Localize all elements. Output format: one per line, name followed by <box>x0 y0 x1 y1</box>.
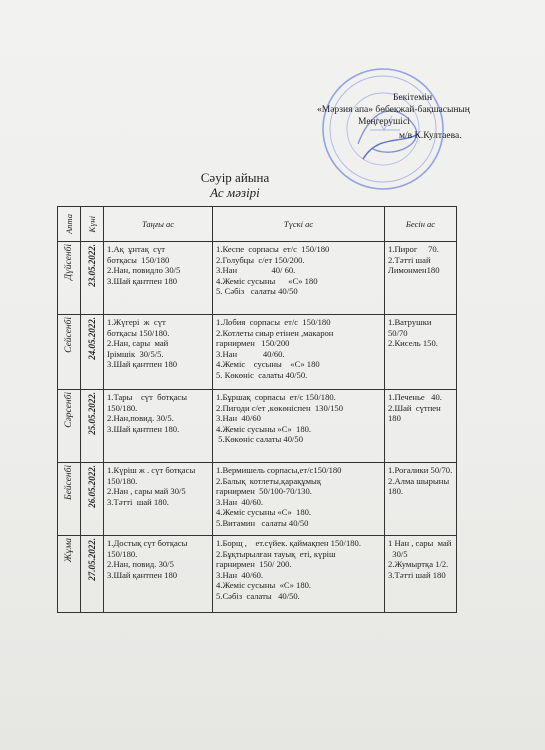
menu-item: 1.Ақ ұнтақ сүт <box>107 244 166 254</box>
menu-item: гарнирмен 150/200 <box>216 338 290 349</box>
menu-item: 3.Шай қантпен 180 <box>107 569 178 580</box>
menu-item: 30/5 <box>388 548 408 559</box>
menu-item: 1.Лобия сорпасы ет/с 150/180 <box>216 317 331 327</box>
date-cell: 25.05.2022. <box>81 390 104 463</box>
day-cell: Бейсенбі <box>58 463 81 536</box>
table-header-row <box>58 207 457 242</box>
menu-item: 3.Нан 40/60. <box>216 569 264 580</box>
menu-table <box>57 206 457 613</box>
menu-item: 3.Нан 40/ 60. <box>216 265 296 276</box>
date-cell: 24.05.2022. <box>81 315 104 390</box>
menu-item: 1.Печенье 40. <box>388 392 442 402</box>
menu-item: 1.Ватрушки <box>388 317 432 327</box>
menu-item: 1.Кеспе сорпасы ет/с 150/180 <box>216 244 330 254</box>
menu-item: 2.Пигоди с/ет ,көкөніспен 130/150 <box>216 402 344 413</box>
menu-item: 4.Жеміс сусыны «С» 180. <box>216 580 312 591</box>
menu-item: 2.Алма шырыны <box>388 475 450 486</box>
header-week: Апта <box>58 207 81 242</box>
page-title <box>0 170 470 200</box>
menu-item: гарнирмен 150/ 200. <box>216 559 292 570</box>
menu-item: 3.Шай қантпен 180. <box>107 423 180 434</box>
table-row <box>58 390 457 463</box>
menu-item: 5.Көкөніс салаты 40/50 <box>216 434 303 445</box>
menu-item: 1 Нан , сары май <box>388 538 452 548</box>
breakfast-cell <box>104 242 213 315</box>
menu-item: Лимонмен180 <box>388 265 440 276</box>
day-cell: Сейсенбі <box>58 315 81 390</box>
menu-item: 2.Нан, повидло 30/5 <box>107 265 181 276</box>
title-month: Сәуір айына <box>200 170 270 185</box>
menu-item: 1.Достық сүт ботқасы <box>107 538 188 548</box>
menu-item: 4.Жеміс сусыны «С» 180 <box>216 359 320 370</box>
snack-cell <box>385 463 457 536</box>
menu-item: 3.Шай қантпен 180 <box>107 359 178 370</box>
menu-item: 2.Нан, повид. 30/5 <box>107 559 174 570</box>
breakfast-cell <box>104 315 213 390</box>
menu-item: 3.Шай қантпен 180 <box>107 275 178 286</box>
menu-item: 5.Витамин салаты 40/50 <box>216 517 309 528</box>
snack-cell <box>385 242 457 315</box>
snack-cell <box>385 315 457 390</box>
menu-item: 2.Нан , сары май 30/5 <box>107 486 186 497</box>
date-cell: 23.05.2022. <box>81 242 104 315</box>
menu-item: 2.Нан, сары май <box>107 338 169 349</box>
approval-signatory: м/в К.Култаева. <box>399 131 462 141</box>
header-date: Күні <box>81 207 104 242</box>
breakfast-cell <box>104 463 213 536</box>
day-cell: Жұма <box>58 536 81 613</box>
menu-item: 5. Сәбіз салаты 40/50 <box>216 286 298 297</box>
menu-item: 3.Нан 40/60 <box>216 413 261 424</box>
table-row <box>58 315 457 390</box>
lunch-cell <box>213 536 385 613</box>
breakfast-cell <box>104 390 213 463</box>
menu-item: 5.Сәбіз салаты 40/50. <box>216 590 300 601</box>
menu-item: 2.Тәтті шай <box>388 254 431 265</box>
menu-item: 3.Нан 40/60. <box>216 348 285 359</box>
menu-item: 1.Рогалики 50/70. <box>388 465 453 475</box>
menu-item: 1.Бұршақ сорпасы ет/с 150/180. <box>216 392 336 402</box>
day-cell: Сәрсенбі <box>58 390 81 463</box>
menu-item: 3.Тәтті шай 180 <box>388 569 446 580</box>
menu-item: 2.Шай сүтпен <box>388 402 441 413</box>
menu-item: 2.Голубцы с/ет 150/200. <box>216 254 305 265</box>
menu-item: 2.Жумыртқа 1/2. <box>388 559 449 570</box>
menu-item: Ірімшік 30/5/5. <box>107 348 164 359</box>
menu-item: 2.Котлеты сиыр етінен ,макарон <box>216 327 334 338</box>
approval-title: Бекітемін <box>393 93 433 103</box>
menu-item: 180. <box>388 486 404 497</box>
menu-item: 4.Жеміс сусыны «С» 180 <box>216 275 318 286</box>
menu-item: 50/70 <box>388 327 408 338</box>
menu-item: 2.Балық котлеты,қарақұмық <box>216 475 322 486</box>
date-cell: 27.05.2022. <box>81 536 104 613</box>
menu-item: 1.Тары сүт ботқасы <box>107 392 188 402</box>
approval-position: Меңгерушісі <box>358 117 410 127</box>
menu-item: 180 <box>388 413 401 424</box>
title-menu: Ас мәзірі <box>210 185 260 200</box>
breakfast-cell <box>104 536 213 613</box>
menu-item: 150/180. <box>107 475 138 486</box>
menu-item: 1.Борщ , ет.сүйек. қаймақпен 150/180. <box>216 538 361 548</box>
header-snack: Бесін ас <box>385 207 457 242</box>
menu-item: 5. Көкөніс салаты 40/50. <box>216 369 308 380</box>
header-breakfast: Таңғы ас <box>104 207 213 242</box>
table-row <box>58 463 457 536</box>
menu-item: 4.Жеміс сусыны »С» 180. <box>216 423 312 434</box>
menu-item: 1.Жүгері ж сүт <box>107 317 166 327</box>
date-cell: 26.05.2022. <box>81 463 104 536</box>
menu-item: 1.Күріш ж . сүт ботқасы <box>107 465 196 475</box>
menu-item: ботқасы 150/180. <box>107 327 170 338</box>
lunch-cell <box>213 390 385 463</box>
menu-item: 1.Вермишель сорпасы,ет/с150/180 <box>216 465 342 475</box>
menu-item: 2.Бұқтырылған тауық еті, күріш <box>216 548 336 559</box>
day-cell: Дүйсенбі <box>58 242 81 315</box>
lunch-cell <box>213 463 385 536</box>
menu-item: 150/180. <box>107 402 138 413</box>
lunch-cell <box>213 242 385 315</box>
table-row <box>58 536 457 613</box>
menu-item: 4.Жеміс сусыны «С» 180. <box>216 507 312 518</box>
menu-item: 150/180. <box>107 548 138 559</box>
header-lunch: Түскі ас <box>213 207 385 242</box>
snack-cell <box>385 536 457 613</box>
menu-item: 1.Пирог 70. <box>388 244 439 254</box>
menu-item: 3.Нан 40/60. <box>216 496 264 507</box>
menu-item: 2.Нан,повид. 30/5. <box>107 413 174 424</box>
approval-organization: «Мәрзия апа» бөбекжай-бақшасының <box>317 105 470 115</box>
snack-cell <box>385 390 457 463</box>
menu-item: ботқасы 150/180 <box>107 254 170 265</box>
menu-item: 2.Кисель 150. <box>388 338 438 349</box>
table-row <box>58 242 457 315</box>
menu-item: 3.Тәтті шай 180. <box>107 496 169 507</box>
menu-item: гарнирмен 50/100-70/130. <box>216 486 312 497</box>
lunch-cell <box>213 315 385 390</box>
